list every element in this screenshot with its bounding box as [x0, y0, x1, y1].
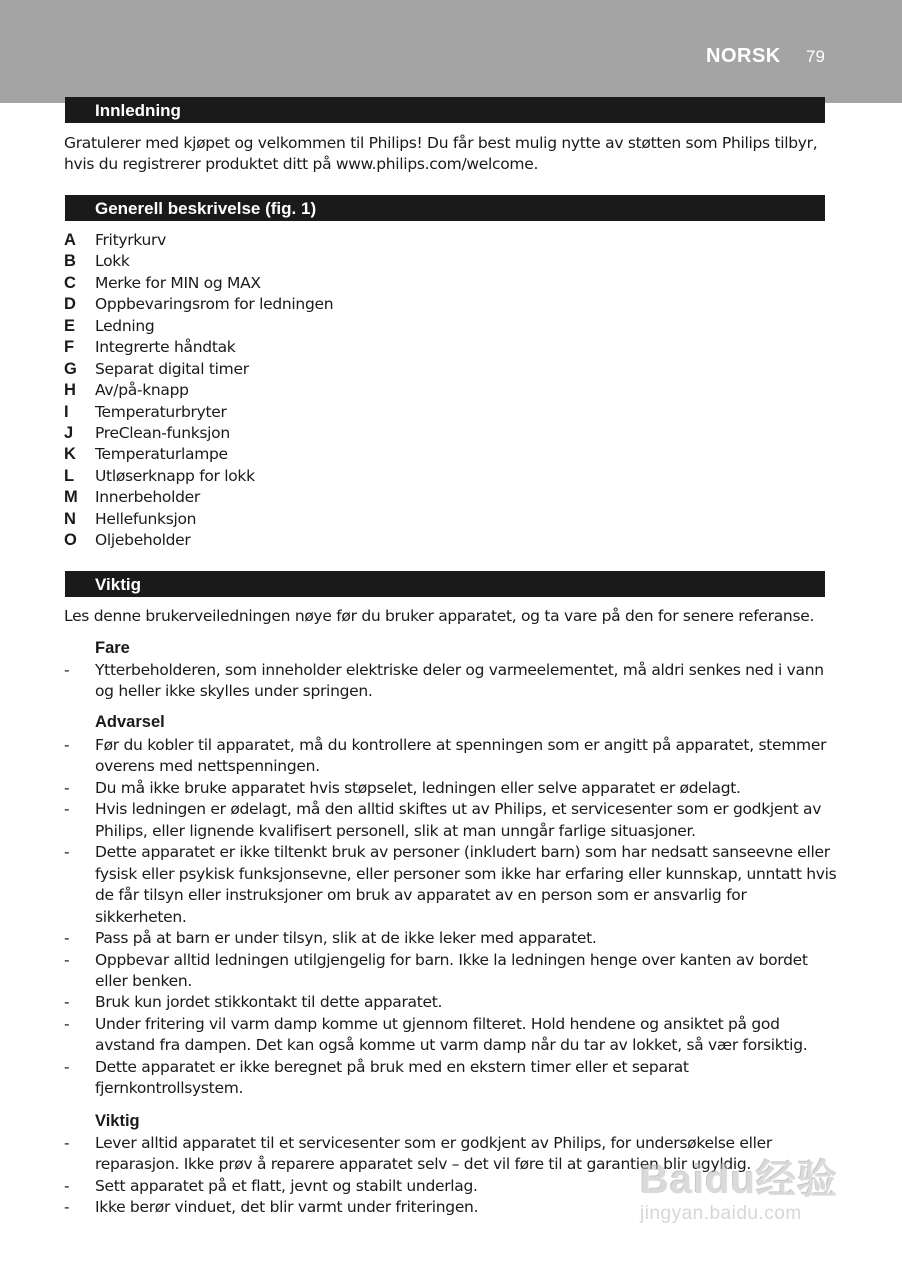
part-label: Temperaturbryter [95, 402, 227, 421]
list-item [64, 992, 839, 1013]
list-item [64, 1197, 839, 1218]
part-label: Oljebeholder [95, 531, 191, 550]
part-letter: H [64, 381, 76, 400]
bullet-dash: - [64, 800, 70, 819]
caution-list [64, 1133, 839, 1219]
list-item [64, 799, 839, 842]
part-label: Oppbevaringsrom for ledningen [95, 295, 334, 314]
part-letter: C [64, 273, 76, 292]
list-item-text: Lever alltid apparatet til et servicesenter som er godkjent av Philips, for undersøkelse eller reparasjon. Ikke prøv å reparere apparatet selv – det vil føre til at garantien blir ugyldig. [95, 1134, 772, 1174]
list-item [64, 660, 839, 703]
list-item [64, 950, 839, 993]
part-label: Av/på-knapp [95, 381, 189, 400]
part-letter: L [64, 466, 74, 485]
bullet-dash: - [64, 736, 70, 754]
part-letter: B [64, 252, 76, 271]
list-item-text: Pass på at barn er under tilsyn, slik at de ikke leker med apparatet. [95, 929, 597, 948]
part-letter: J [64, 423, 73, 442]
list-item [64, 1133, 839, 1176]
list-item-text: Under fritering vil varm damp komme ut gjennom filteret. Hold hendene og ansiktet på god avstand fra dampen. Det kan også komme ut varm damp når du tar av lokket, så vær forsiktig. [95, 1014, 808, 1055]
caution-heading: Viktig [95, 1112, 140, 1130]
list-item [64, 735, 839, 778]
list-item [64, 1014, 839, 1057]
list-item-text: Sett apparatet på et flatt, jevnt og stabilt underlag. [95, 1176, 478, 1195]
list-item-text: Ikke berør vinduet, det blir varmt under friteringen. [95, 1198, 479, 1217]
part-label: Integrerte håndtak [95, 338, 236, 357]
list-item-text: Ytterbeholderen, som inneholder elektriske deler og varmeelementet, må aldri senkes ned i vann og heller ikke skylles under springen. [95, 661, 824, 701]
part-letter: N [64, 509, 76, 528]
bullet-dash: - [64, 661, 70, 679]
warning-heading: Advarsel [95, 713, 165, 731]
part-item [64, 230, 464, 251]
list-item-text: Hvis ledningen er ødelagt, må den alltid skiftes ut av Philips, et servicesenter som er godkjent av Philips, eller lignende kvalifisert personell, slik at man unngår farlige situasjoner. [95, 800, 822, 840]
part-label: Lokk [95, 252, 130, 271]
danger-heading: Fare [95, 639, 130, 657]
part-letter: O [64, 531, 77, 550]
part-label: Separat digital timer [95, 359, 249, 378]
part-letter: M [64, 488, 78, 507]
bullet-dash: - [64, 950, 70, 969]
part-label: Hellefunksjon [95, 509, 197, 528]
list-item [64, 842, 839, 928]
language-label: NORSK [706, 45, 781, 67]
part-letter: E [64, 316, 75, 335]
part-letter: G [64, 359, 77, 378]
list-item [64, 928, 839, 949]
part-item [64, 530, 464, 551]
part-item [64, 423, 464, 444]
list-item [64, 778, 839, 799]
part-label: Frityrkurv [95, 231, 166, 249]
parts-list [64, 230, 464, 552]
list-item [64, 1176, 839, 1197]
page-header-band [0, 0, 902, 103]
part-item [64, 359, 464, 380]
part-item [64, 337, 464, 358]
part-letter: F [64, 338, 74, 357]
warning-list [64, 735, 839, 1100]
bullet-dash: - [64, 1057, 70, 1076]
part-label: PreClean-funksjon [95, 423, 230, 442]
bullet-dash: - [64, 1198, 70, 1217]
bullet-dash: - [64, 1176, 70, 1195]
section-heading-general-description: Generell beskrivelse (fig. 1) [65, 195, 825, 221]
list-item-text: Oppbevar alltid ledningen utilgjengelig for barn. Ikke la ledningen henge over kanten av bordet eller benken. [95, 950, 808, 990]
part-item [64, 402, 464, 423]
bullet-dash: - [64, 843, 70, 862]
bullet-dash: - [64, 1014, 70, 1033]
part-letter: A [64, 231, 76, 249]
important-intro-text: Les denne brukerveiledningen nøye før du bruker apparatet, og ta vare på den for senere referanse. [64, 607, 815, 625]
part-label: Merke for MIN og MAX [95, 273, 261, 292]
watermark-logo: Baidu经验 [640, 1158, 839, 1202]
page-number: 79 [806, 47, 825, 66]
bullet-dash: - [64, 993, 70, 1012]
part-letter: K [64, 445, 76, 464]
part-item [64, 273, 464, 294]
part-letter: D [64, 295, 76, 314]
part-label: Utløserknapp for lokk [95, 466, 255, 485]
part-item [64, 444, 464, 465]
watermark-url: jingyan.baidu.com [640, 1203, 802, 1224]
list-item-text: Dette apparatet er ikke beregnet på bruk med en ekstern timer eller et separat fjernkontrollsystem. [95, 1057, 689, 1098]
list-item-text: Du må ikke bruke apparatet hvis støpselet, ledningen eller selve apparatet er ødelagt. [95, 778, 741, 797]
danger-list [64, 660, 839, 703]
part-item [64, 294, 464, 315]
part-letter: I [64, 402, 69, 421]
part-item [64, 466, 464, 487]
list-item [64, 1057, 839, 1100]
part-label: Innerbeholder [95, 488, 200, 507]
part-item [64, 380, 464, 401]
list-item-text: Dette apparatet er ikke tiltenkt bruk av personer (inkludert barn) som har nedsatt sanseevne eller fysisk eller psykisk funksjonsevne, eller personer som ikke har erfaring eller kunnskap, unntatt hvis de får tilsyn eller instruksjoner om bruk av apparatet av en person som er ansvarlig for sikkerheten. [95, 843, 837, 926]
introduction-text: Gratulerer med kjøpet og velkommen til Philips! Du får best mulig nytte av støtten som Philips tilbyr, hvis du registrerer produktet ditt på www.philips.com/welcome. [64, 134, 818, 174]
bullet-dash: - [64, 778, 70, 797]
list-item-text: Før du kobler til apparatet, må du kontrollere at spenningen som er angitt på apparatet, stemmer overens med nettspenningen. [95, 736, 827, 776]
part-item [64, 509, 464, 530]
part-label: Ledning [95, 316, 155, 335]
part-item [64, 251, 464, 272]
bullet-dash: - [64, 929, 70, 948]
part-item [64, 487, 464, 508]
section-heading-important: Viktig [65, 571, 825, 597]
list-item-text: Bruk kun jordet stikkontakt til dette apparatet. [95, 993, 443, 1012]
part-label: Temperaturlampe [95, 445, 228, 464]
section-heading-introduction: Innledning [65, 97, 825, 123]
bullet-dash: - [64, 1134, 70, 1152]
part-item [64, 316, 464, 337]
